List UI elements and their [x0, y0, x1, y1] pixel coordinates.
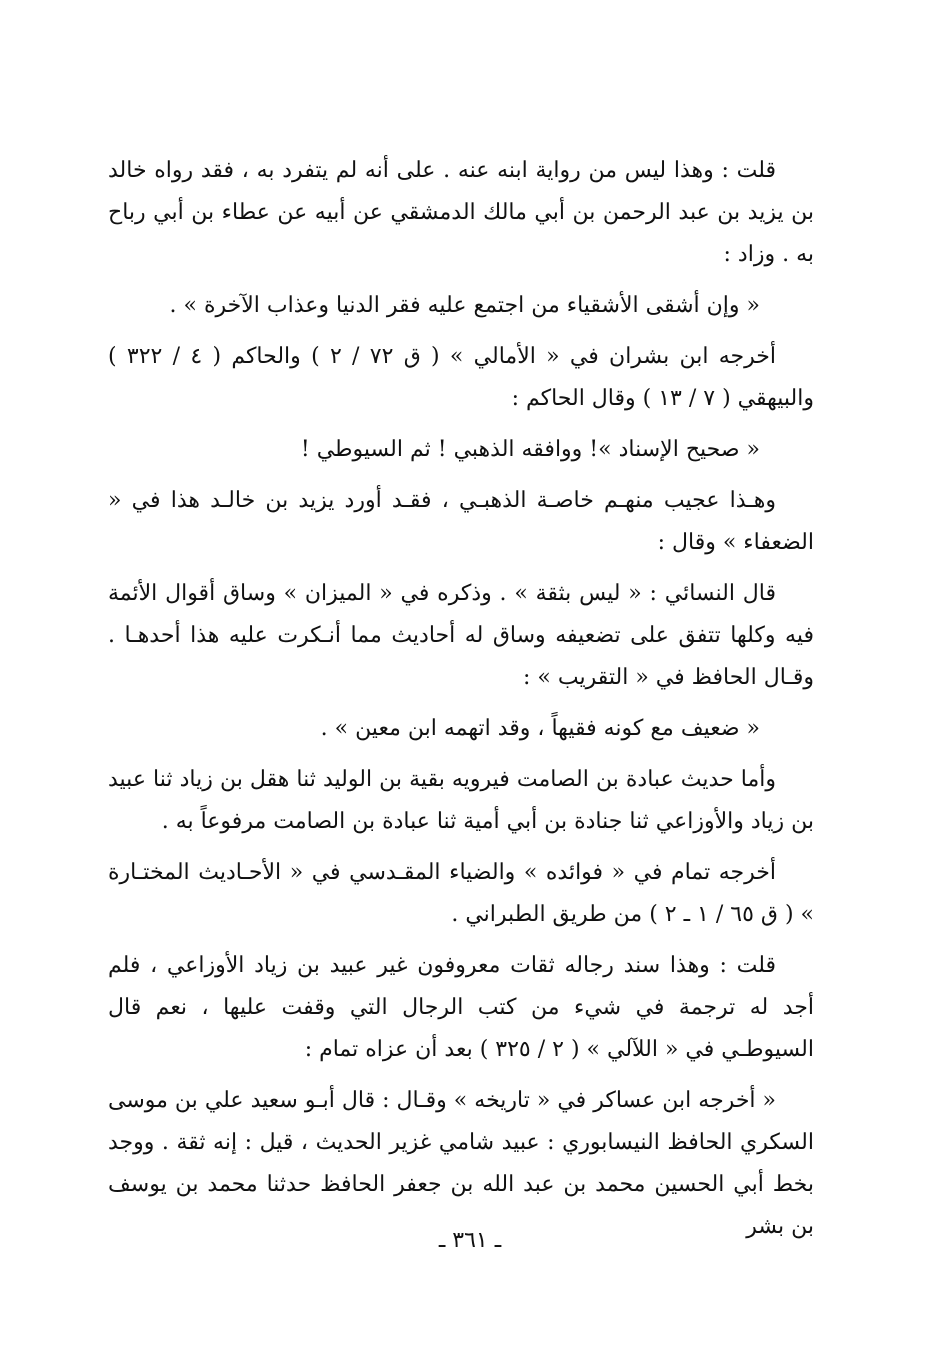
- page-number: ـ ٣٦١ ـ: [438, 1228, 502, 1253]
- paragraph-1: قلت : وهذا ليس من رواية ابنه عنه . على أنه لم يتفرد به ، فقد رواه خالد بن يزيد بن عبد الرحمن بن أبي مالك الدمشقي عن أبيه عن عطاء بن أبي رباح به . وزاد :: [108, 158, 814, 267]
- paragraph-6: أخرجه تمام في « فوائده » والضياء المقـدسي في « الأحـاديث المختـارة » ( ق ٦٥ / ١ ـ ٢ ) من طريق الطبراني .: [108, 860, 814, 927]
- paragraph-2: أخرجه ابن بشران في « الأمالي » ( ق ٧٢ / ٢ ) والحاكم ( ٤ / ٣٢٢ ) والبيهقي ( ٧ / ١٣ ) وقال الحاكم :: [108, 344, 814, 411]
- paragraph-7: قلت : وهذا سند رجاله ثقات معروفون غير عبيد بن زياد الأوزاعي ، فلم أجد له ترجمة في شيء من كتب الرجال التي وقفت عليها ، نعم قال السيوطـي في « اللآلي » ( ٢ / ٣٢٥ ) بعد أن عزاه تمام :: [108, 953, 814, 1062]
- quote-2: « صحيح الإسناد »! ووافقه الذهبي ! ثم السيوطي !: [300, 437, 760, 462]
- paragraph-8: « أخرجه ابن عساكر في « تاريخه » وقـال : قال أبـو سعيد علي بن موسى السكري الحافظ النيسابوري : عبيد شامي غزير الحديث ، قيل : إنه ثقة . ووجد بخط أبي الحسين محمد بن عبد الله بن جعفر الحافظ حدثنا محمد بن يوسف بن بشر: [108, 1088, 814, 1239]
- paragraph-5: وأما حديث عبادة بن الصامت فيرويه بقية بن الوليد ثنا هقل بن زياد ثنا عبيد بن زياد والأوزاعي ثنا جنادة بن أبي أمية ثنا عبادة بن الصامت مرفوعاً به .: [108, 767, 814, 834]
- paragraph-3: وهـذا عجيب منهـم خاصـة الذهبـي ، فقـد أورد يزيد بن خالـد هذا في « الضعفاء » وقال :: [108, 488, 814, 555]
- page-body: [108, 150, 814, 1257]
- quote-3: « ضعيف مع كونه فقيهاً ، وقد اتهمه ابن معين » .: [320, 716, 760, 741]
- quote-1: « وإن أشقى الأشقياء من اجتمع عليه فقر الدنيا وعذاب الآخرة » .: [169, 293, 760, 318]
- paragraph-4: قال النسائي : « ليس بثقة » . وذكره في « الميزان » وساق أقوال الأئمة فيه وكلها تتفق على تضعيفه وساق له أحاديث مما أنـكرت عليه هذا أحدهـا . وقـال الحافظ في « التقريب » :: [108, 581, 814, 690]
